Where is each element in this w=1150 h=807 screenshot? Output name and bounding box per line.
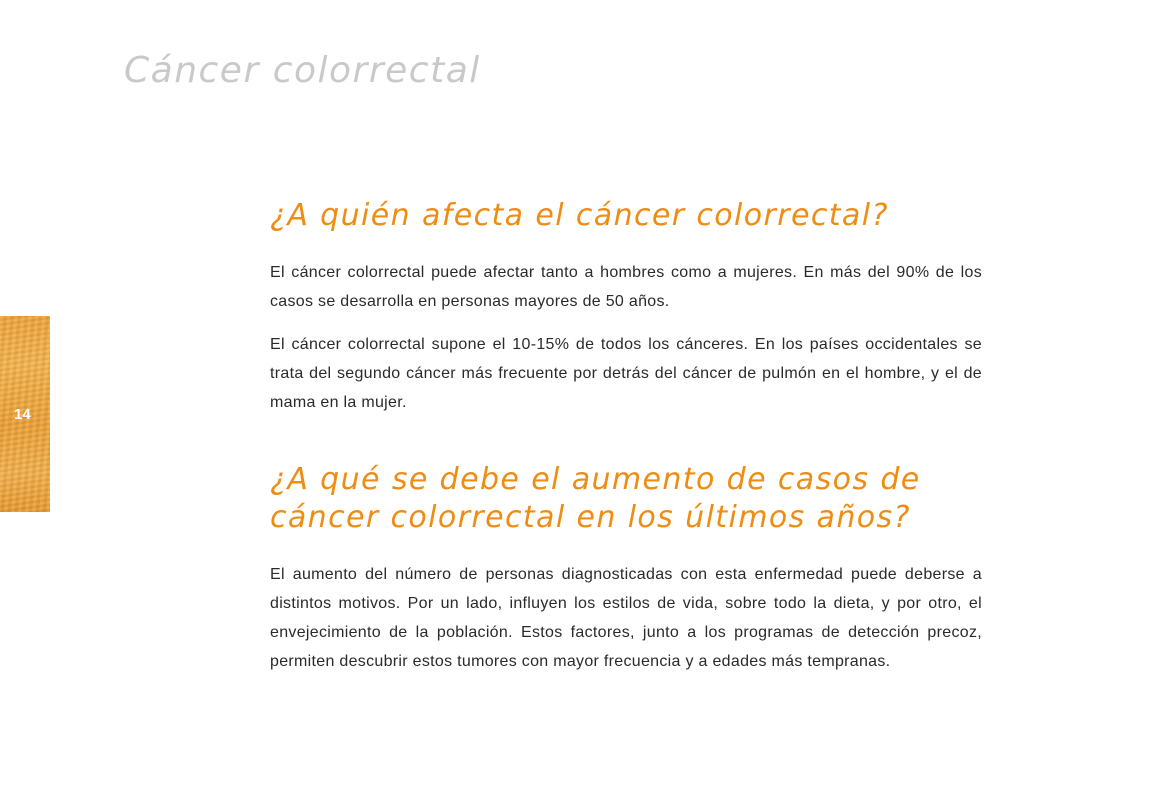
page-header-title: Cáncer colorrectal bbox=[124, 50, 481, 91]
paragraph: El cáncer colorrectal supone el 10-15% de todos los cánceres. En los países occidentales se trata del segundo cáncer más frecuente por detrás del cáncer de pulmón en el hombre, y el de mama en la mujer. bbox=[270, 336, 982, 411]
section-heading-increase: ¿A qué se debe el aumento de casos de cáncer colorrectal en los últimos años? bbox=[270, 462, 921, 535]
paragraph: El cáncer colorrectal puede afectar tanto a hombres como a mujeres. En más del 90% de los casos se desarrolla en personas mayores de 50 años. bbox=[270, 264, 982, 310]
page-number: 14 bbox=[14, 406, 31, 423]
paragraph: El aumento del número de personas diagnosticadas con esta enfermedad puede deberse a distintos motivos. Por un lado, influyen los estilos de vida, sobre todo la dieta, y por otro, el envejecimiento de la población. Estos factores, junto a los programas de detección precoz, permiten descubrir estos tumores con mayor frecuencia y a edades más tempranas. bbox=[270, 566, 982, 670]
side-tab bbox=[0, 316, 50, 512]
section-heading-who: ¿A quién afecta el cáncer colorrectal? bbox=[270, 198, 889, 233]
